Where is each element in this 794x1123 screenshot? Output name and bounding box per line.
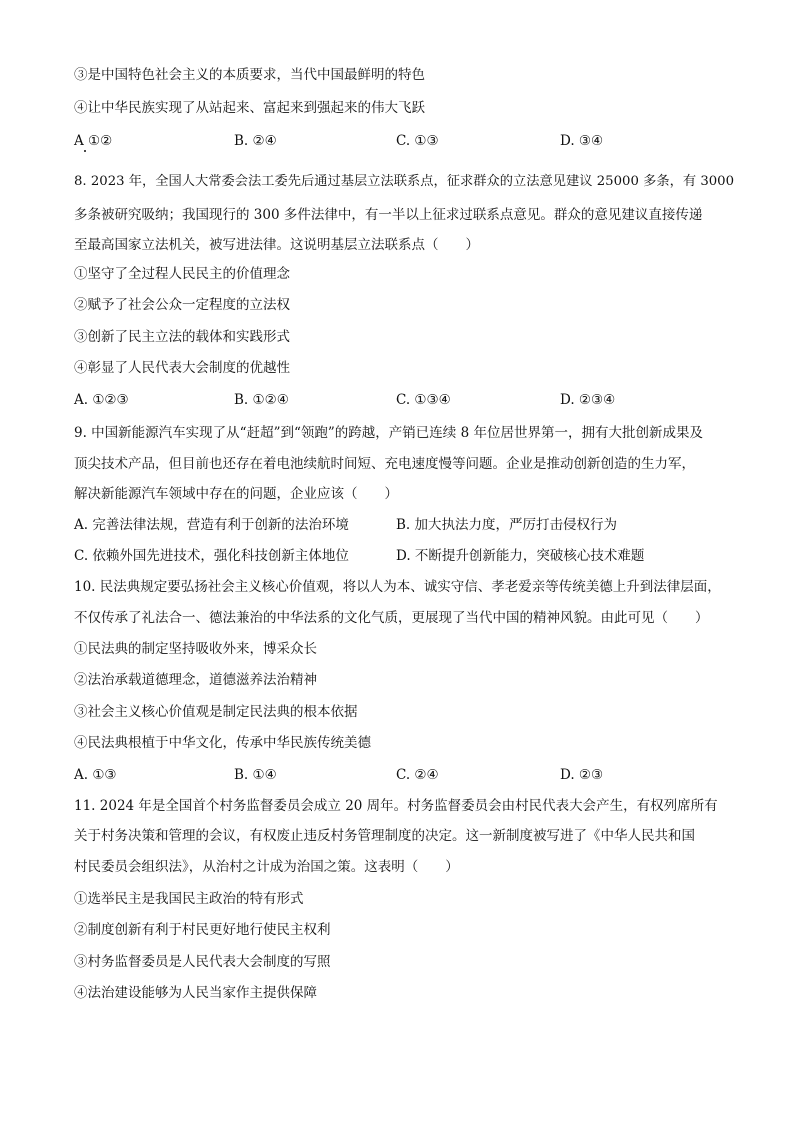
q8-options <box>74 391 734 409</box>
q11-statement-2: ②制度创新有利于村民更好地行使民主权利 <box>74 922 331 938</box>
q7-statement-3: ③是中国特色社会主义的本质要求，当代中国最鲜明的特色 <box>74 67 425 83</box>
q7-option-a[interactable]: A ①② <box>74 133 113 149</box>
q11-stem-line-2: 关于村务决策和管理的会议，有权废止违反村务管理制度的决定。这一新制度被写进了《中华人民共和国 <box>74 828 695 844</box>
q9-stem-line-1: 9. 中国新能源汽车实现了从“赶超”到“领跑”的跨越，产销已连续 8 年位居世界第一，拥有大批创新成果及 <box>74 425 703 441</box>
q8-statement-4: ④彰显了人民代表大会制度的优越性 <box>74 360 290 376</box>
q7-statement-4: ④让中华民族实现了从站起来、富起来到强起来的伟大飞跃 <box>74 100 425 116</box>
q9-option-b[interactable]: B. 加大执法力度，严厉打击侵权行为 <box>396 517 618 533</box>
q11-statement-4: ④法治建设能够为人民当家作主提供保障 <box>74 985 317 1001</box>
q10-statement-2: ②法治承载道德理念，道德滋养法治精神 <box>74 672 317 688</box>
q7-option-b[interactable]: B. ②④ <box>234 133 277 149</box>
q10-option-c[interactable]: C. ②④ <box>396 767 439 783</box>
q8-statement-1: ①坚守了全过程人民民主的价值理念 <box>74 266 290 282</box>
q9-option-d[interactable]: D. 不断提升创新能力，突破核心技术难题 <box>396 548 645 564</box>
q11-statement-1: ①选举民主是我国民主政治的特有形式 <box>74 891 304 907</box>
q9-options-row-1 <box>74 516 734 534</box>
q8-option-d[interactable]: D. ②③④ <box>560 392 616 408</box>
q9-option-c[interactable]: C. 依赖外国先进技术，强化科技创新主体地位 <box>74 548 349 564</box>
q8-stem-line-2: 多条被研究吸纳；我国现行的 300 多件法律中，有一半以上征求过联系点意见。群众的意见建议直接传递 <box>74 207 703 223</box>
q8-option-c[interactable]: C. ①③④ <box>396 392 451 408</box>
q10-statement-1: ①民法典的制定坚持吸收外来，博采众长 <box>74 641 317 657</box>
q10-stem-line-2: 不仅传承了礼法合一、德法兼治的中华法系的文化气质，更展现了当代中国的精神风貌。由此可见（ ） <box>74 610 709 626</box>
q11-stem-line-1: 11. 2024 年是全国首个村务监督委员会成立 20 周年。村务监督委员会由村民代表大会产生，有权列席所有 <box>74 798 718 814</box>
q7-option-d[interactable]: D. ③④ <box>560 133 604 149</box>
q9-option-a[interactable]: A. 完善法律法规，营造有利于创新的法治环境 <box>74 517 349 533</box>
q10-statement-4: ④民法典根植于中华文化，传承中华民族传统美德 <box>74 735 371 751</box>
q10-option-b[interactable]: B. ①④ <box>234 767 277 783</box>
q10-stem-line-1: 10. 民法典规定要弘扬社会主义核心价值观，将以人为本、诚实守信、孝老爱亲等传统美德上升到法律层面， <box>74 579 721 595</box>
q10-option-d[interactable]: D. ②③ <box>560 767 604 783</box>
q11-statement-3: ③村务监督委员是人民代表大会制度的写照 <box>74 954 331 970</box>
q11-stem-line-3: 村民委员会组织法》，从治村之计成为治国之策。这表明（ ） <box>74 859 459 875</box>
stray-mark <box>84 150 86 152</box>
q10-statement-3: ③社会主义核心价值观是制定民法典的根本依据 <box>74 704 358 720</box>
q8-option-a[interactable]: A. ①②③ <box>74 392 129 408</box>
q7-option-c[interactable]: C. ①③ <box>396 133 439 149</box>
q9-stem-line-3: 解决新能源汽车领域中存在的问题，企业应该（ ） <box>74 486 398 502</box>
q8-statement-2: ②赋予了社会公众一定程度的立法权 <box>74 297 290 313</box>
q9-stem-line-2: 顶尖技术产品，但目前也还存在着电池续航时间短、充电速度慢等问题。企业是推动创新创造的生力军， <box>74 456 695 472</box>
q10-options <box>74 766 734 784</box>
q8-stem-line-1: 8. 2023 年，全国人大常委会法工委先后通过基层立法联系点，征求群众的立法意见建议 25000 多条，有 3000 <box>74 174 735 189</box>
q8-statement-3: ③创新了民主立法的载体和实践形式 <box>74 329 290 345</box>
q10-option-a[interactable]: A. ①③ <box>74 767 117 783</box>
q8-stem-line-3: 至最高国家立法机关，被写进法律。这说明基层立法联系点（ ） <box>74 237 479 253</box>
q9-options-row-2 <box>74 547 734 565</box>
q7-options <box>74 132 734 150</box>
q8-option-b[interactable]: B. ①②④ <box>234 392 289 408</box>
